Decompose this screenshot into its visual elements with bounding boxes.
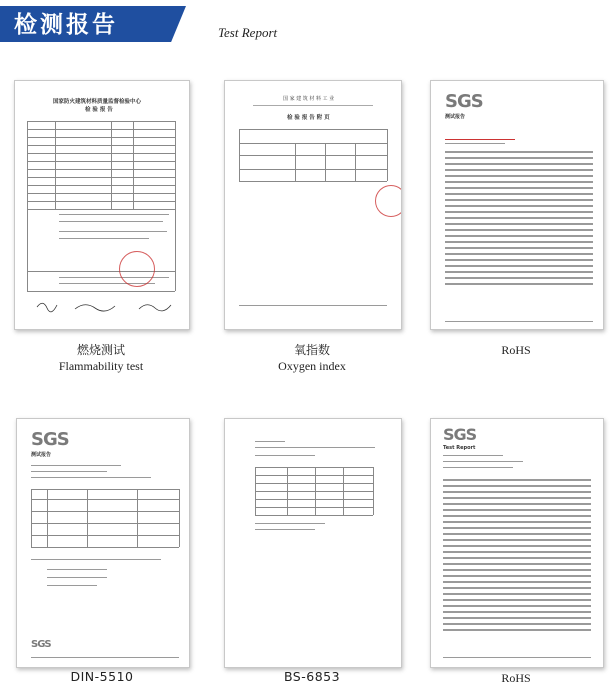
sgs-logo: SGS (31, 429, 69, 450)
report-title: 国 家 建 筑 材 料 工 业 (283, 96, 335, 102)
flammability-report-thumbnail[interactable] (14, 80, 190, 330)
caption-flammability-cn: 燃烧测试 (76, 343, 125, 357)
rohs-cn-report-thumbnail[interactable] (430, 80, 604, 330)
bs6853-report-thumbnail[interactable] (224, 418, 402, 668)
caption-flammability-en: Flammability test (58, 359, 144, 373)
report-subtitle: 检 验 报 告 (85, 107, 113, 113)
rohs-en-report-thumbnail[interactable] (430, 418, 604, 668)
caption-rohs-1: RoHS (501, 343, 531, 357)
page-subtitle: Test Report (218, 25, 278, 40)
caption-oxygen-en: Oxygen index (278, 359, 346, 373)
caption-din5510: DIN-5510 (70, 669, 134, 684)
sgs-logo: SGS (445, 91, 483, 112)
sgs-watermark: SGS (31, 639, 51, 650)
signature-mark (35, 299, 175, 313)
page-title: 检测报告 (14, 12, 118, 38)
din5510-report-thumbnail[interactable] (16, 418, 190, 668)
report-heading: 测试报告 (445, 114, 466, 120)
report-heading: Test Report (443, 445, 476, 451)
oxygen-index-report-thumbnail[interactable] (224, 80, 402, 330)
sgs-logo: SGS (443, 425, 477, 444)
red-stamp (375, 185, 402, 217)
caption-oxygen-cn: 氧指数 (293, 343, 330, 357)
report-title: 国家防火建筑材料质量监督检验中心 (53, 99, 142, 105)
red-stamp (119, 251, 155, 287)
caption-rohs-2: RoHS (501, 671, 531, 685)
report-heading: 测试报告 (31, 452, 52, 458)
caption-bs6853: BS-6853 (283, 669, 341, 684)
report-subtitle: 检 验 报 告 附 页 (287, 115, 330, 121)
